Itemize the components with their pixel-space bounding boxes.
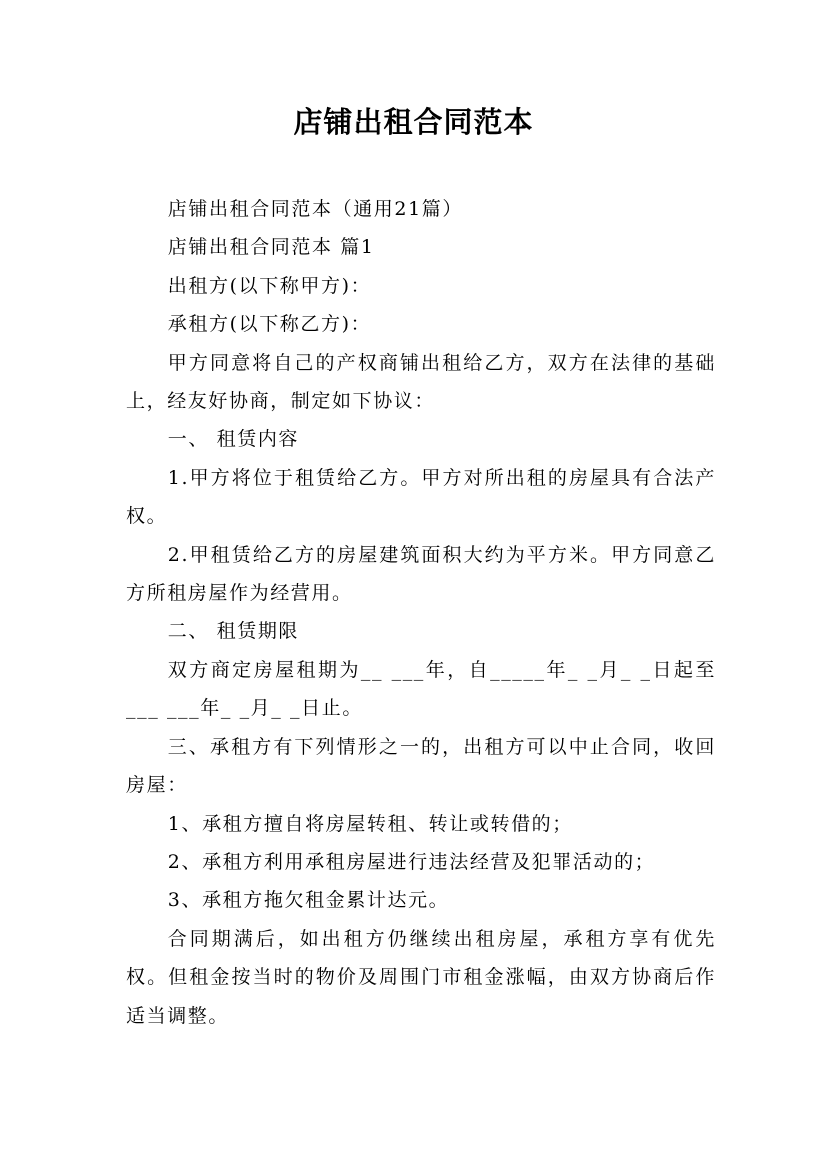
paragraph-termination-2: 2、承租方利用承租房屋进行违法经营及犯罪活动的； — [167, 850, 656, 873]
paragraph-subtitle: 店铺出租合同范本（通用21篇） — [167, 198, 463, 220]
paragraph-section-heading: 店铺出租合同范本 篇1 — [167, 236, 375, 259]
paragraph-termination-3: 3、承租方拖欠租金累计达元。 — [167, 889, 450, 912]
paragraph-renewal: 合同期满后，如出租方仍继续出租房屋，承租方享有优先权。但租金按当时的物价及周围门市租金涨幅，由双方协商后作适当调整。 — [126, 927, 716, 1027]
paragraph-term: 双方商定房屋租期为__ ___年，自_____年_ _月_ _日起至___ ___年_ _月_ _日止。 — [126, 658, 716, 720]
paragraph-heading-termination: 三、承租方有下列情形之一的，出租方可以中止合同，收回房屋： — [126, 735, 716, 797]
paragraph-termination-1: 1、承租方擅自将房屋转租、转让或转借的； — [167, 812, 573, 835]
document-title: 店铺出租合同范本 — [293, 105, 534, 139]
paragraph-agreement: 甲方同意将自己的产权商铺出租给乙方，双方在法律的基础上，经友好协商，制定如下协议： — [126, 351, 716, 413]
paragraph-clause-2: 2.甲租赁给乙方的房屋建筑面积大约为平方米。甲方同意乙方所租房屋作为经营用。 — [126, 543, 716, 605]
document-body — [126, 190, 716, 1035]
paragraph-heading-term: 二、 租赁期限 — [167, 620, 300, 643]
paragraph-heading-content: 一、 租赁内容 — [167, 428, 300, 451]
paragraph-lessee: 承租方(以下称乙方)： — [167, 313, 372, 336]
paragraph-lessor: 出租方(以下称甲方)： — [167, 274, 372, 297]
paragraph-clause-1: 1.甲方将位于租赁给乙方。甲方对所出租的房屋具有合法产权。 — [126, 466, 716, 528]
